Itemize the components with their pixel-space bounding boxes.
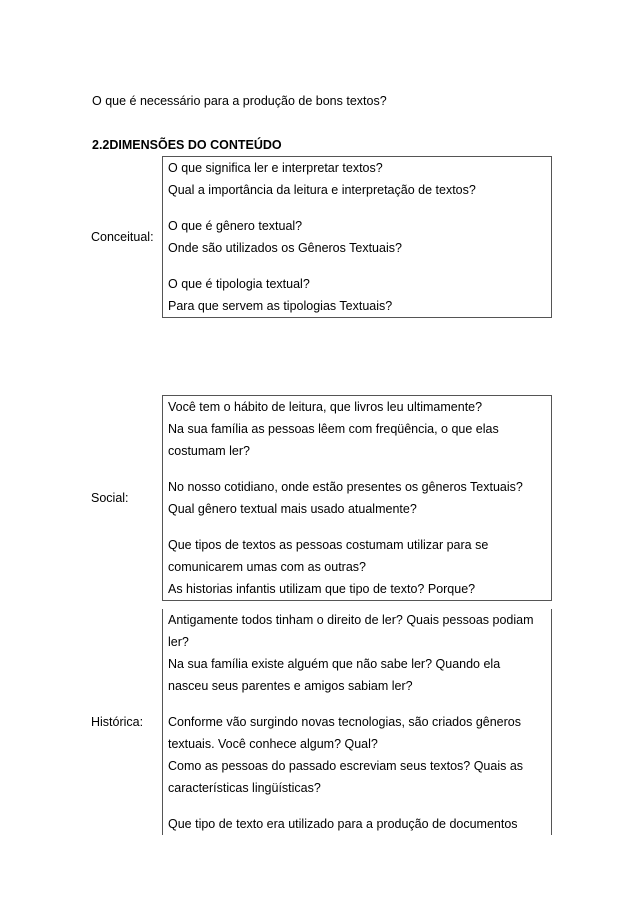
social-question-6: As historias infantis utilizam que tipo de texto? Porque? (168, 582, 476, 596)
conceitual-row (90, 157, 552, 318)
historica-table (90, 609, 552, 835)
social-question-5-line-1: Que tipos de textos as pessoas costumam utilizar para se (168, 538, 489, 552)
social-question-1: Você tem o hábito de leitura, que livros leu ultimamente? (168, 400, 483, 414)
social-question-3: No nosso cotidiano, onde estão presentes os gêneros Textuais? (168, 480, 523, 494)
historica-question-4-line-2: características lingüísticas? (168, 781, 321, 795)
historica-question-4-line-1: Como as pessoas do passado escreviam seus textos? Quais as (168, 759, 524, 773)
social-question-5-line-2: comunicarem umas com as outras? (168, 560, 366, 574)
social-row (90, 396, 552, 601)
social-label: Social: (91, 491, 129, 505)
conceitual-question-3: O que é gênero textual? (168, 219, 303, 233)
conceitual-table (90, 156, 552, 318)
historica-question-2-line-1: Na sua família existe alguém que não sabe ler? Quando ela (168, 657, 501, 671)
historica-question-2-line-2: nasceu seus parentes e amigos sabiam ler? (168, 679, 413, 693)
intro-question: O que é necessário para a produção de bons textos? (92, 94, 387, 108)
social-questions (163, 396, 552, 601)
social-question-4: Qual gênero textual mais usado atualmente? (168, 502, 417, 516)
section-title: 2.2DIMENSÕES DO CONTEÚDO (92, 138, 282, 152)
conceitual-question-1: O que significa ler e interpretar textos? (168, 161, 383, 175)
conceitual-question-5: O que é tipologia textual? (168, 277, 310, 291)
historica-question-3-line-1: Conforme vão surgindo novas tecnologias, são criados gêneros (168, 715, 521, 729)
conceitual-question-4: Onde são utilizados os Gêneros Textuais? (168, 241, 402, 255)
social-table (90, 395, 552, 601)
historica-question-1-line-2: ler? (168, 635, 189, 649)
social-question-2-line-2: costumam ler? (168, 444, 250, 458)
historica-question-1-line-1: Antigamente todos tinham o direito de ler? Quais pessoas podiam (168, 613, 534, 627)
historica-question-5-line-1: Que tipo de texto era utilizado para a produção de documentos (168, 817, 518, 831)
social-question-2-line-1: Na sua família as pessoas lêem com freqüência, o que elas (168, 422, 499, 436)
conceitual-questions (163, 157, 552, 318)
historica-question-3-line-2: textuais. Você conhece algum? Qual? (168, 737, 378, 751)
conceitual-question-6: Para que servem as tipologias Textuais? (168, 299, 393, 313)
historica-label: Histórica: (91, 715, 144, 729)
conceitual-question-2: Qual a importância da leitura e interpretação de textos? (168, 183, 476, 197)
conceitual-label: Conceitual: (91, 230, 154, 244)
historica-row (90, 609, 552, 835)
historica-questions (163, 609, 552, 835)
